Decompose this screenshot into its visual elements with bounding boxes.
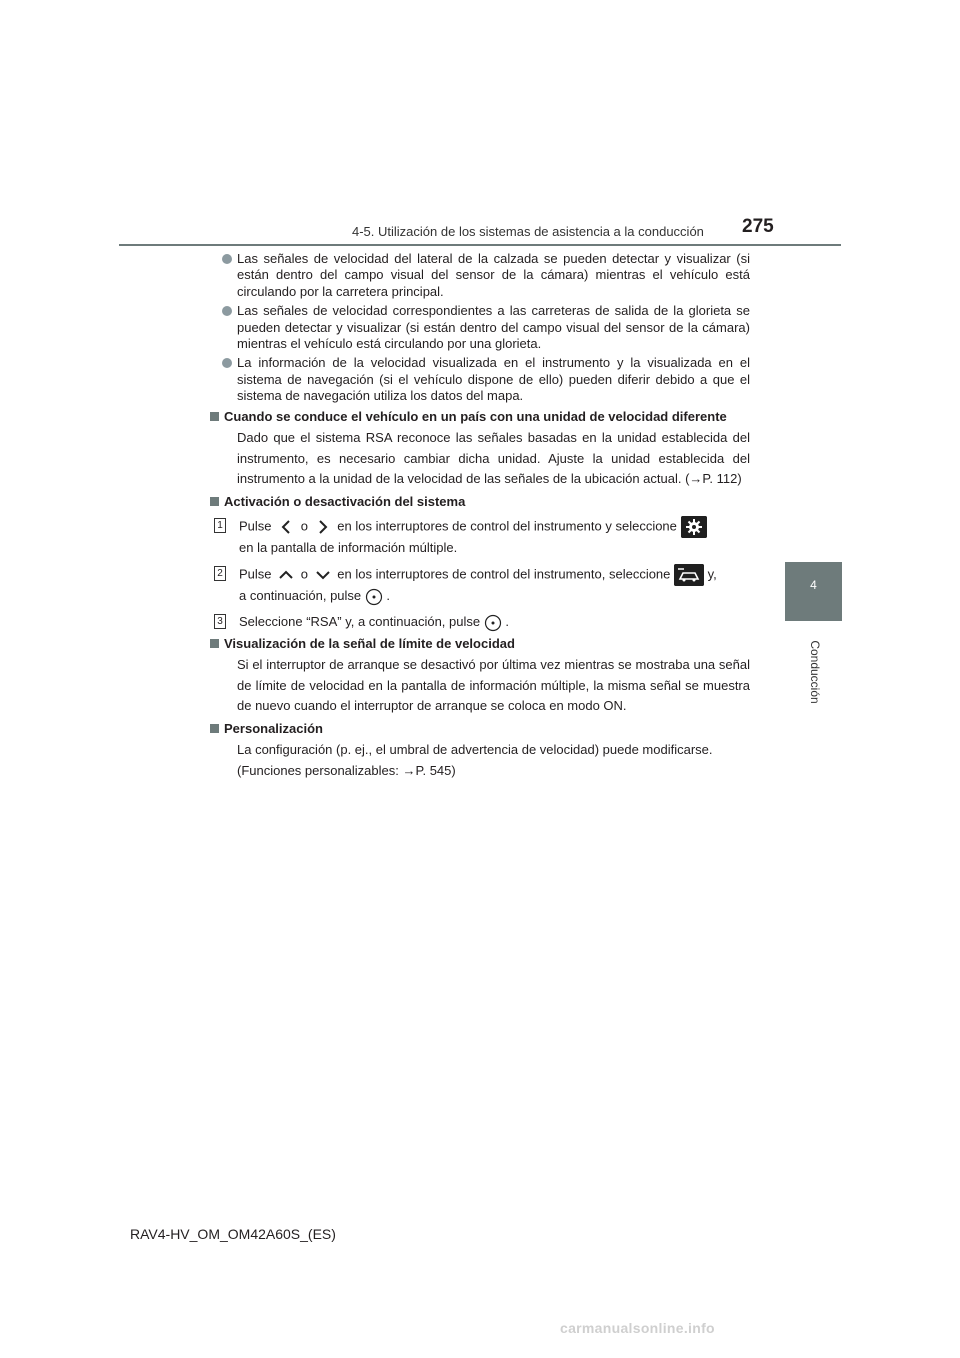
section-heading: Cuando se conduce el vehículo en un país con una unidad de velocidad diferente	[222, 409, 750, 425]
square-bullet-icon	[210, 412, 219, 421]
bullet-item: Las señales de velocidad correspondientes a las carreteras de salida de la glorieta se pueden detectar y visualizar (si están dentro del campo visual del sensor de la cámara) mientras el vehículo está circulando por una glorieta.	[222, 303, 750, 352]
chapter-label: Conducción	[808, 640, 822, 704]
bullet-dot-icon	[222, 306, 232, 316]
square-bullet-icon	[210, 497, 219, 506]
section-title: 4-5. Utilización de los sistemas de asistencia a la conducción	[352, 224, 704, 239]
section-heading: Visualización de la señal de límite de velocidad	[222, 636, 750, 652]
step-2: 2 Pulse o en los interruptores de control del instrumento, seleccione y, a continuación, pulse .	[222, 564, 750, 606]
step-3: 3 Seleccione “RSA” y, a continuación, pulse .	[222, 612, 750, 632]
bullet-dot-icon	[222, 254, 232, 264]
chevron-up-icon	[275, 568, 297, 582]
chapter-tab	[785, 562, 842, 621]
step-number: 1	[214, 518, 226, 533]
watermark: carmanualsonline.info	[560, 1320, 715, 1336]
section-heading: Personalización	[222, 721, 750, 737]
gear-icon	[681, 516, 707, 538]
bullet-dot-icon	[222, 358, 232, 368]
document-code: RAV4-HV_OM_OM42A60S_(ES)	[130, 1226, 336, 1242]
step-1: 1 Pulse o en los interruptores de control del instrumento y seleccione en la pantalla de información múltiple.	[222, 516, 750, 558]
step-number: 3	[214, 614, 226, 629]
driving-assist-icon	[674, 564, 704, 586]
step-number: 2	[214, 566, 226, 581]
page-content	[217, 251, 750, 785]
chevron-down-icon	[312, 568, 334, 582]
header-rule	[119, 244, 841, 246]
square-bullet-icon	[210, 724, 219, 733]
section-heading: Activación o desactivación del sistema	[222, 494, 750, 510]
bullet-item: Las señales de velocidad del lateral de la calzada se pueden detectar y visualizar (si están dentro del campo visual del sensor de la cámara) mientras el vehículo está circulando por la carretera principal.	[222, 251, 750, 300]
page-number: 275	[742, 216, 774, 237]
ok-button-icon	[365, 588, 383, 606]
chevron-left-icon	[275, 519, 297, 535]
section-text: La configuración (p. ej., el umbral de advertencia de velocidad) puede modificarse. (Funciones personalizables: →P. 545)	[237, 742, 713, 778]
square-bullet-icon	[210, 639, 219, 648]
chapter-number: 4	[810, 578, 817, 592]
section-text: Si el interruptor de arranque se desactivó por última vez mientras se mostraba una señal de límite de velocidad en la pantalla de información múltiple, la misma señal se muestra de nuevo cuando el interruptor de arranque se coloca en modo ON.	[237, 657, 750, 714]
section-text: Dado que el sistema RSA reconoce las señales basadas en la unidad establecida del instrumento, es necesario cambiar dicha unidad. Ajuste la unidad establecida del instrumento a la unidad de la velocidad de las señales de la ubicación actual. (→P. 112)	[237, 430, 750, 487]
chevron-right-icon	[312, 519, 334, 535]
bullet-item: La información de la velocidad visualizada en el instrumento y la visualizada en el sistema de navegación (si el vehículo dispone de ello) pueden diferir debido a que el sistema de navegación utiliza los datos del mapa.	[222, 355, 750, 404]
ok-button-icon	[484, 614, 502, 632]
